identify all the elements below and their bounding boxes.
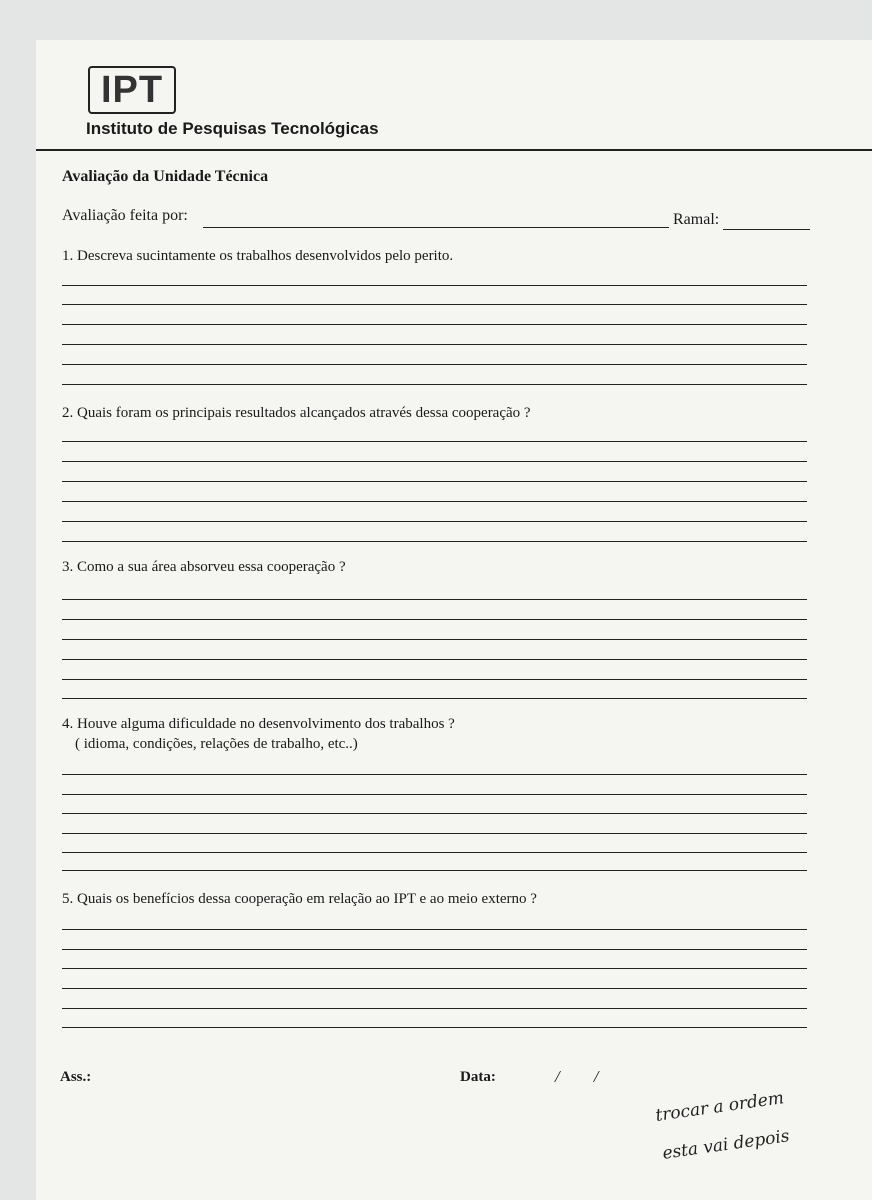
- question-5: 5. Quais os benefícios dessa cooperação em relação ao IPT e ao meio externo ?: [62, 891, 537, 907]
- header-divider: [36, 149, 872, 151]
- question-2: 2. Quais foram os principais resultados alcançados através dessa cooperação ?: [62, 405, 531, 421]
- form-title: Avaliação da Unidade Técnica: [62, 168, 269, 185]
- question-1: 1. Descreva sucintamente os trabalhos desenvolvidos pelo perito.: [62, 248, 454, 264]
- institution-name: Instituto de Pesquisas Tecnológicas: [86, 119, 379, 138]
- question-4: 4. Houve alguma dificuldade no desenvolvimento dos trabalhos ?: [62, 716, 455, 732]
- ramal-field[interactable]: [723, 229, 810, 230]
- signature-label: Ass.:: [60, 1069, 92, 1085]
- evaluated-by-label: Avaliação feita por:: [62, 207, 188, 224]
- handwritten-note-line-1: trocar a ordem: [654, 1088, 786, 1126]
- date-field[interactable]: / /: [555, 1067, 599, 1086]
- ramal-label: Ramal:: [673, 211, 720, 228]
- ipt-logo: IPT: [88, 66, 176, 114]
- handwritten-note-line-2: esta vai depois: [661, 1126, 791, 1164]
- evaluated-by-field[interactable]: [203, 227, 669, 228]
- date-label: Data:: [460, 1069, 496, 1085]
- question-3: 3. Como a sua área absorveu essa cooperação ?: [62, 559, 346, 575]
- question-4-subtext: ( idioma, condições, relações de trabalho, etc..): [75, 736, 358, 752]
